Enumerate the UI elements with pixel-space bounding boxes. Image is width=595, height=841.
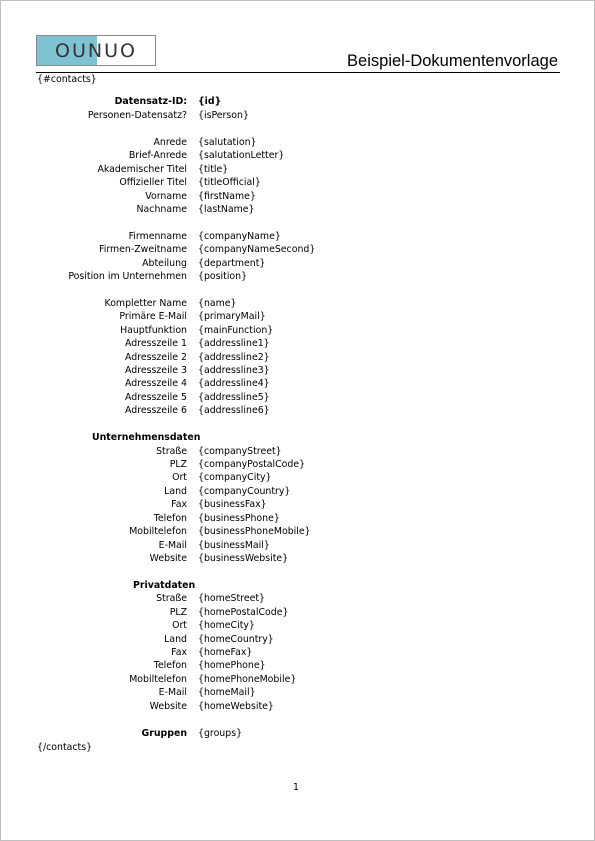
field-label: Website bbox=[149, 701, 187, 712]
field-row bbox=[1, 701, 594, 714]
field-value: {businessPhoneMobile} bbox=[198, 526, 311, 537]
page-number: 1 bbox=[293, 782, 299, 793]
field-row bbox=[1, 674, 594, 687]
field-label: Adresszeile 2 bbox=[125, 352, 187, 363]
field-value: {salutationLetter} bbox=[198, 150, 285, 161]
field-row bbox=[1, 634, 594, 647]
field-row bbox=[1, 244, 594, 257]
field-row bbox=[1, 472, 594, 485]
field-label: Kompletter Name bbox=[104, 298, 187, 309]
field-label: Position im Unternehmen bbox=[68, 271, 187, 282]
field-row-id bbox=[1, 96, 594, 109]
company-logo bbox=[36, 35, 156, 66]
field-label: Land bbox=[164, 486, 187, 497]
field-label: PLZ bbox=[169, 459, 187, 470]
field-label: Brief-Anrede bbox=[128, 150, 187, 161]
field-row bbox=[1, 365, 594, 378]
field-value: {companyNameSecond} bbox=[198, 244, 316, 255]
field-label: Vorname bbox=[145, 191, 187, 202]
field-value: {businessWebsite} bbox=[198, 553, 289, 564]
field-label: Mobiltelefon bbox=[129, 526, 187, 537]
field-value: {salutation} bbox=[198, 137, 257, 148]
field-label: Primäre E-Mail bbox=[119, 311, 187, 322]
field-label: Adresszeile 4 bbox=[125, 378, 187, 389]
field-row bbox=[1, 593, 594, 606]
field-label: Adresszeile 6 bbox=[125, 405, 187, 416]
field-value: {id} bbox=[198, 96, 222, 107]
field-label: Telefon bbox=[153, 513, 187, 524]
field-value: {firstName} bbox=[198, 191, 256, 202]
field-label: Adresszeile 1 bbox=[125, 338, 187, 349]
field-value: {homePhoneMobile} bbox=[198, 674, 297, 685]
header-divider bbox=[36, 72, 560, 73]
field-value: {addressline4} bbox=[198, 378, 270, 389]
field-label: Fax bbox=[171, 647, 187, 658]
field-label: Land bbox=[164, 634, 187, 645]
field-label: Adresszeile 5 bbox=[125, 392, 187, 403]
field-label: Hauptfunktion bbox=[120, 325, 187, 336]
field-value: {homePhone} bbox=[198, 660, 266, 671]
field-row bbox=[1, 164, 594, 177]
field-row bbox=[1, 526, 594, 539]
field-row bbox=[1, 553, 594, 566]
field-value: {department} bbox=[198, 258, 266, 269]
field-row bbox=[1, 499, 594, 512]
field-label: Firmen-Zweitname bbox=[99, 244, 187, 255]
field-value: {companyCity} bbox=[198, 472, 272, 483]
field-row bbox=[1, 271, 594, 284]
field-row bbox=[1, 137, 594, 150]
field-value: {title} bbox=[198, 164, 229, 175]
field-value: {groups} bbox=[198, 728, 243, 739]
field-label: E-Mail bbox=[158, 540, 187, 551]
field-label: Mobiltelefon bbox=[129, 674, 187, 685]
field-value: {homePostalCode} bbox=[198, 607, 289, 618]
field-row bbox=[1, 687, 594, 700]
field-row bbox=[1, 150, 594, 163]
field-value: {homeFax} bbox=[198, 647, 253, 658]
field-row bbox=[1, 620, 594, 633]
field-row bbox=[1, 647, 594, 660]
field-label: Fax bbox=[171, 499, 187, 510]
field-label: Akademischer Titel bbox=[97, 164, 187, 175]
field-value: {addressline2} bbox=[198, 352, 270, 363]
field-row bbox=[1, 298, 594, 311]
field-label: Firmenname bbox=[128, 231, 187, 242]
field-row bbox=[1, 311, 594, 324]
field-value: {isPerson} bbox=[198, 110, 249, 121]
field-label: Ort bbox=[172, 620, 187, 631]
field-row bbox=[1, 191, 594, 204]
field-label: E-Mail bbox=[158, 687, 187, 698]
field-label: PLZ bbox=[169, 607, 187, 618]
contacts-open-tag: {#contacts} bbox=[37, 74, 97, 85]
section-heading-business: Unternehmensdaten bbox=[92, 432, 201, 443]
section-heading-private: Privatdaten bbox=[133, 580, 196, 591]
document-title: Beispiel-Dokumentenvorlage bbox=[347, 52, 558, 70]
field-value: {homeCountry} bbox=[198, 634, 274, 645]
field-value: {companyPostalCode} bbox=[198, 459, 306, 470]
field-value: {addressline3} bbox=[198, 365, 270, 376]
field-row bbox=[1, 405, 594, 418]
field-label: Nachname bbox=[136, 204, 187, 215]
field-value: {companyCountry} bbox=[198, 486, 291, 497]
field-label: Telefon bbox=[153, 660, 187, 671]
field-row bbox=[1, 378, 594, 391]
field-value: {homeStreet} bbox=[198, 593, 265, 604]
field-row bbox=[1, 540, 594, 553]
field-value: {companyStreet} bbox=[198, 446, 282, 457]
contacts-close-tag: {/contacts} bbox=[37, 742, 93, 753]
field-value: {homeWebsite} bbox=[198, 701, 274, 712]
field-label: Straße bbox=[156, 446, 187, 457]
field-row bbox=[1, 486, 594, 499]
field-value: {homeMail} bbox=[198, 687, 256, 698]
field-label: Anrede bbox=[153, 137, 187, 148]
field-label: Gruppen bbox=[141, 728, 187, 739]
field-value: {companyName} bbox=[198, 231, 281, 242]
field-row bbox=[1, 258, 594, 271]
field-label: Adresszeile 3 bbox=[125, 365, 187, 376]
field-label: Website bbox=[149, 553, 187, 564]
field-value: {addressline1} bbox=[198, 338, 270, 349]
field-row bbox=[1, 513, 594, 526]
field-row-is-person bbox=[1, 110, 594, 123]
field-label: Datensatz-ID: bbox=[114, 96, 187, 107]
field-row bbox=[1, 338, 594, 351]
field-value: {addressline6} bbox=[198, 405, 270, 416]
field-label: Offizieller Titel bbox=[119, 177, 187, 188]
field-label: Personen-Datensatz? bbox=[87, 110, 187, 121]
field-value: {homeCity} bbox=[198, 620, 255, 631]
field-row bbox=[1, 660, 594, 673]
field-value: {businessFax} bbox=[198, 499, 267, 510]
field-row bbox=[1, 325, 594, 338]
field-value: {businessMail} bbox=[198, 540, 270, 551]
field-label: Straße bbox=[156, 593, 187, 604]
field-row bbox=[1, 392, 594, 405]
logo-text: OUNUO bbox=[55, 39, 137, 62]
field-label: Ort bbox=[172, 472, 187, 483]
field-row bbox=[1, 204, 594, 217]
field-value: {lastName} bbox=[198, 204, 255, 215]
field-row bbox=[1, 231, 594, 244]
field-row bbox=[1, 607, 594, 620]
field-row-groups bbox=[1, 728, 594, 741]
field-row bbox=[1, 177, 594, 190]
field-row bbox=[1, 446, 594, 459]
field-value: {name} bbox=[198, 298, 237, 309]
field-value: {mainFunction} bbox=[198, 325, 274, 336]
field-value: {primaryMail} bbox=[198, 311, 266, 322]
field-value: {addressline5} bbox=[198, 392, 270, 403]
field-value: {businessPhone} bbox=[198, 513, 280, 524]
field-row bbox=[1, 352, 594, 365]
field-label: Abteilung bbox=[142, 258, 187, 269]
field-value: {titleOfficial} bbox=[198, 177, 261, 188]
field-value: {position} bbox=[198, 271, 248, 282]
field-row bbox=[1, 459, 594, 472]
